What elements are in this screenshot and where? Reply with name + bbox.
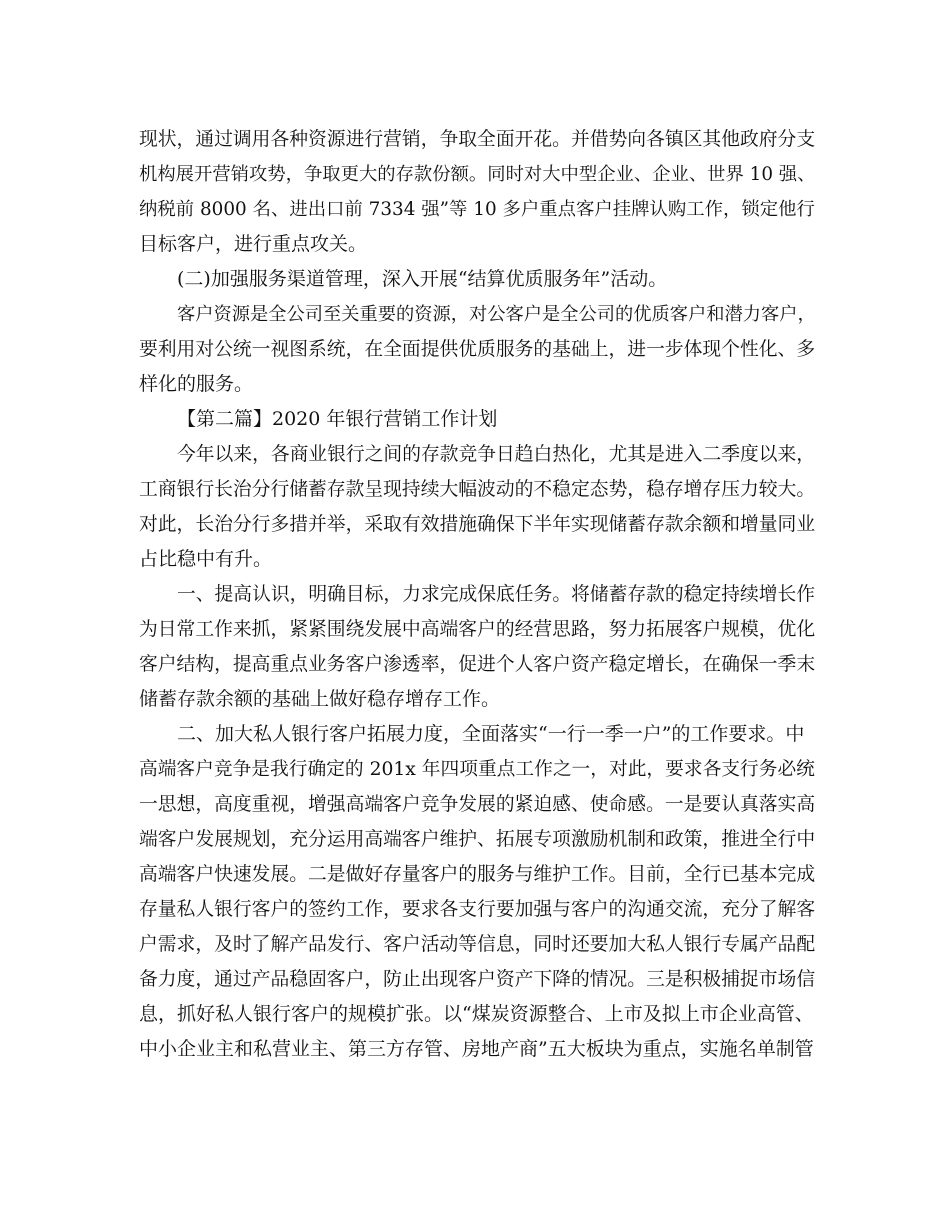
text-line: 息，抓好私人银行客户的规模扩张。以“煤炭资源整合、上市及拟上市企业高管、	[139, 1003, 814, 1025]
text-line: 工商银行长治分行储蓄存款呈现持续大幅波动的不稳定态势，稳存增存压力较大。	[139, 479, 816, 500]
text-line: 高端客户快速发展。二是做好存量客户的服务与维护工作。目前，全行已基本完成	[139, 864, 816, 885]
text-line: 样化的服务。	[139, 373, 254, 395]
text-line: 占比稳中有升。	[139, 548, 273, 570]
text-line: 机构展开营销攻势，争取更大的存款份额。同时对大中型企业、企业、世界 10 强、	[139, 164, 816, 185]
document-body	[139, 122, 819, 1067]
text-line: (二)加强服务渠道管理，深入开展“结算优质服务年”活动。	[177, 268, 668, 290]
text-line: 一、提高认识，明确目标，力求完成保底任务。将储蓄存款的稳定持续增长作	[177, 584, 816, 605]
text-line: 一思想，高度重视，增强高端客户竞争发展的紧迫感、使命感。一是要认真落实高	[139, 794, 816, 815]
text-line: 目标客户，进行重点攻关。	[139, 233, 368, 255]
text-line: 要利用对公统一视图系统，在全面提供优质服务的基础上，进一步体现个性化、多	[139, 339, 816, 360]
text-line: 存量私人银行客户的签约工作，要求各支行要加强与客户的沟通交流，充分了解客	[139, 899, 816, 920]
text-line: 为日常工作来抓，紧紧围绕发展中高端客户的经营思路，努力拓展客户规模，优化	[139, 619, 816, 640]
text-line: 储蓄存款余额的基础上做好稳存增存工作。	[139, 688, 501, 710]
text-line: 今年以来，各商业银行之间的存款竞争日趋白热化，尤其是进入二季度以来，	[177, 444, 816, 465]
text-line: 现状，通过调用各种资源进行营销，争取全面开花。并借势向各镇区其他政府分支	[139, 129, 816, 150]
text-line: 客户资源是全公司至关重要的资源，对公客户是全公司的优质客户和潜力客户，	[177, 304, 816, 325]
text-line: 二、加大私人银行客户拓展力度，全面落实“一行一季一户”的工作要求。中	[177, 723, 805, 745]
text-line: 纳税前 8000 名、进出口前 7334 强”等 10 多户重点客户挂牌认购工作，锁定他行	[139, 199, 815, 220]
text-line: 中小企业主和私营业主、第三方存管、房地产商”五大板块为重点，实施名单制管	[139, 1038, 814, 1060]
text-line: 高端客户竞争是我行确定的 201x 年四项重点工作之一，对此，要求各支行务必统	[139, 759, 815, 780]
text-line: 客户结构，提高重点业务客户渗透率，促进个人客户资产稳定增长，在确保一季末	[139, 654, 816, 675]
text-line: 对此，长治分行多措并举，采取有效措施确保下半年实现储蓄存款余额和增量同业	[139, 514, 816, 535]
text-line: 备力度，通过产品稳固客户，防止出现客户资产下降的情况。三是积极捕捉市场信	[139, 969, 816, 990]
text-line: 【第二篇】2020 年银行营销工作计划	[177, 408, 498, 430]
text-line: 端客户发展规划，充分运用高端客户维护、拓展专项激励机制和政策，推进全行中	[139, 829, 816, 850]
text-line: 户需求，及时了解产品发行、客户活动等信息，同时还要加大私人银行专属产品配	[139, 934, 816, 955]
